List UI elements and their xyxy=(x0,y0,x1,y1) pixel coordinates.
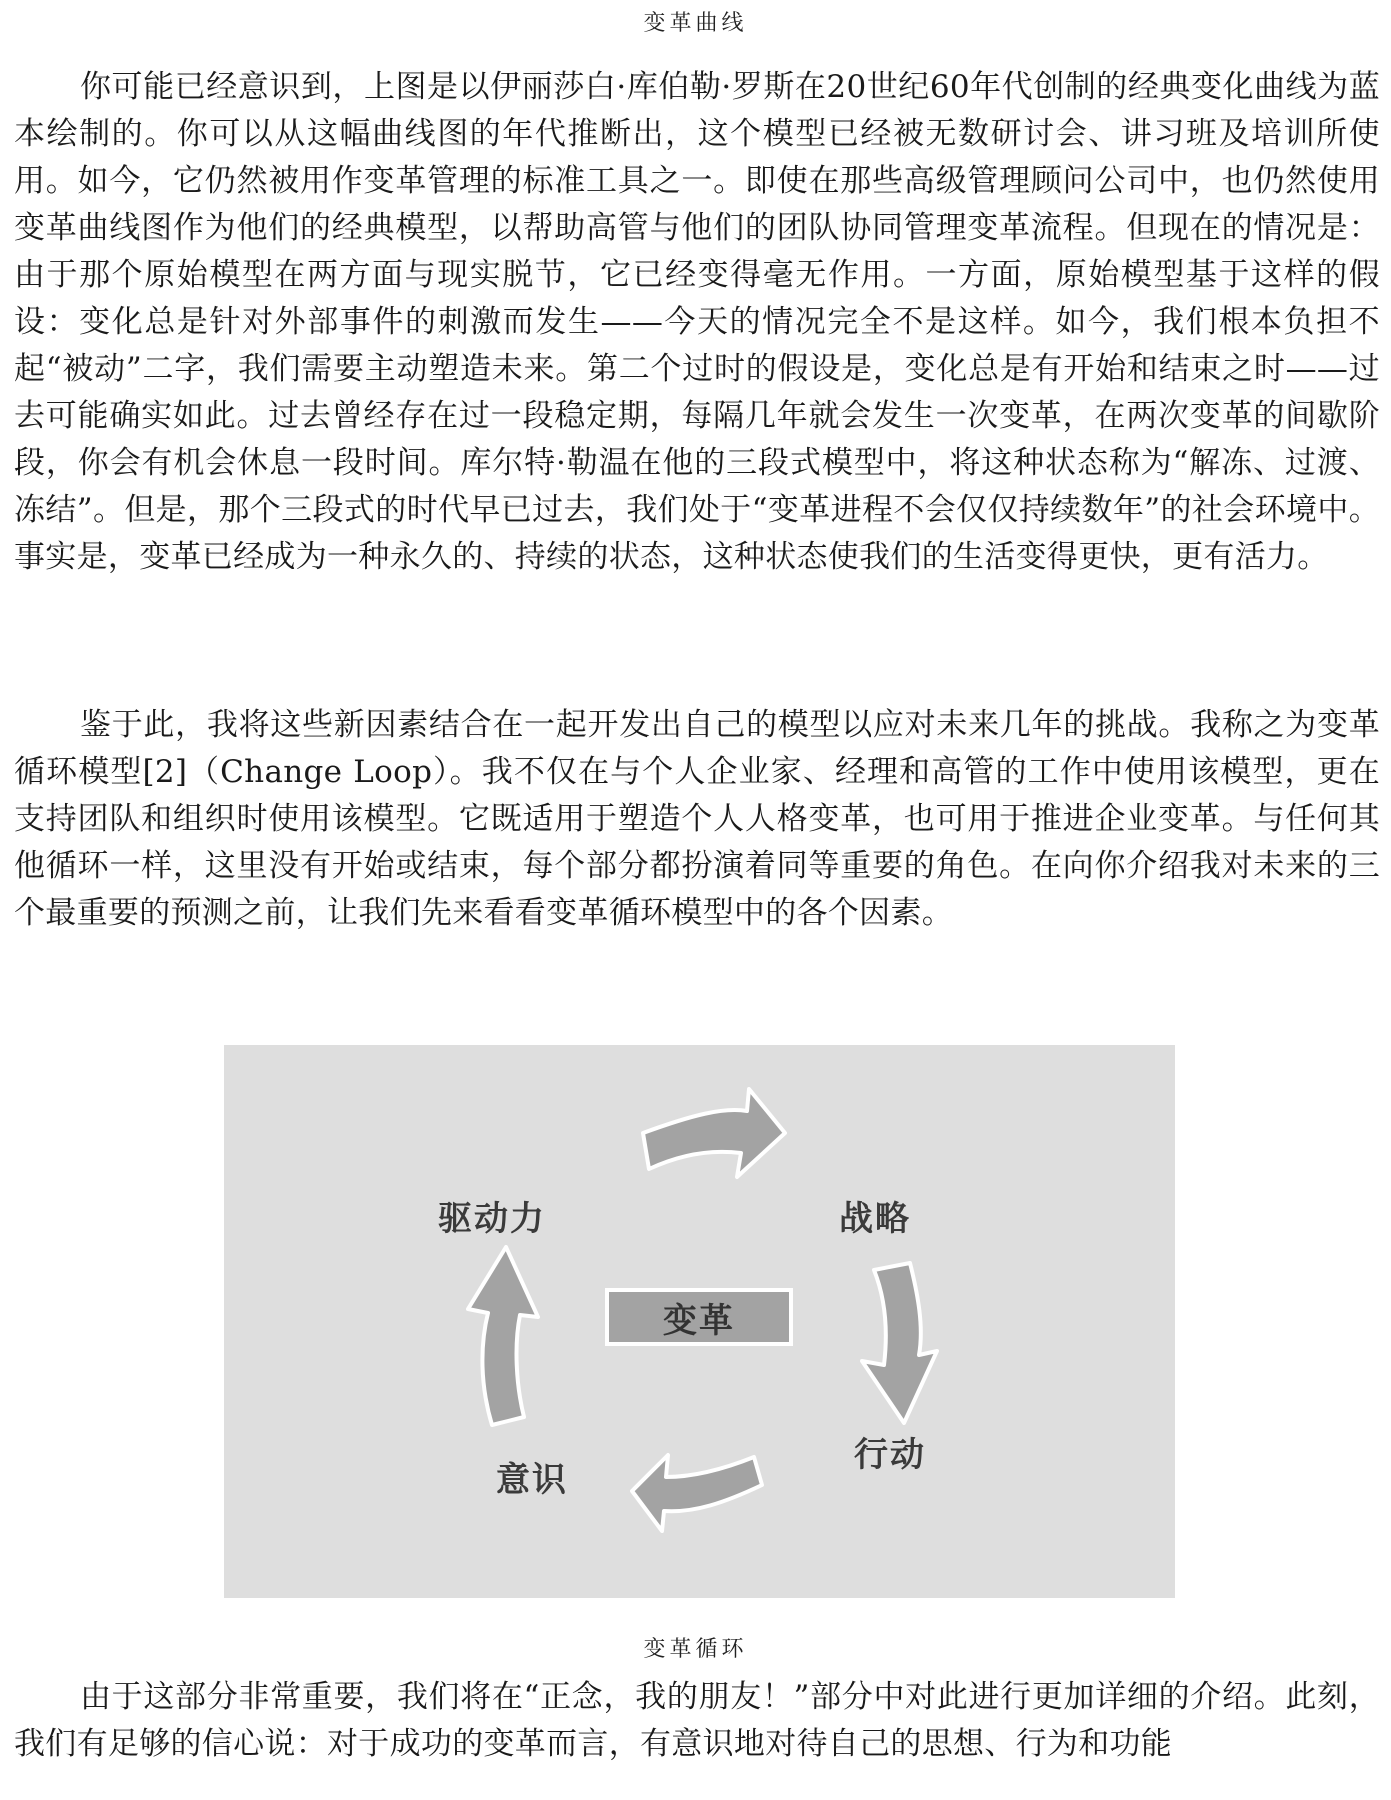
arrow-left-icon xyxy=(468,1247,538,1425)
paragraph-2: 鉴于此，我将这些新因素结合在一起开发出自己的模型以应对未来几年的挑战。我称之为变革循环模型[2]（Change Loop）。我不仅在与个人企业家、经理和高管的工作中使用该模型，更在支持团队和组织时使用该模型。它既适用于塑造个人人格变革，也可用于推进企业变革。与任何其他循环一样，这里没有开始或结束，每个部分都扮演着同等重要的角色。在向你介绍我对未来的三个最重要的预测之前，让我们先来看看变革循环模型中的各个因素。 xyxy=(14,707,1380,931)
center-label: 变革 xyxy=(663,1300,735,1341)
change-loop-figure xyxy=(224,1045,1175,1598)
arrow-right-icon xyxy=(862,1263,937,1423)
section-caption: 变革曲线 xyxy=(643,11,748,36)
arrow-top-icon xyxy=(643,1089,785,1177)
center-box xyxy=(605,1288,793,1346)
node-strategy: 战略 xyxy=(839,1199,911,1239)
paragraph-3: 由于这部分非常重要，我们将在“正念，我的朋友！”部分中对此进行更加详细的介绍。此刻，我们有足够的信心说：对于成功的变革而言，有意识地对待自己的思想、行为和功能 xyxy=(14,1679,1380,1762)
arrow-bottom-icon xyxy=(632,1455,762,1531)
figure-caption: 变革循环 xyxy=(643,1637,748,1662)
paragraph-1: 你可能已经意识到，上图是以伊丽莎白·库伯勒·罗斯在20世纪60年代创制的经典变化曲线为蓝本绘制的。你可以从这幅曲线图的年代推断出，这个模型已经被无数研讨会、讲习班及培训所使用。如今，它仍然被用作变革管理的标准工具之一。即使在那些高级管理顾问公司中，也仍然使用变革曲线图作为他们的经典模型，以帮助高管与他们的团队协同管理变革流程。但现在的情况是：由于那个原始模型在两方面与现实脱节，它已经变得毫无作用。一方面，原始模型基于这样的假设：变化总是针对外部事件的刺激而发生——今天的情况完全不是这样。如今，我们根本负担不起“被动”二字，我们需要主动塑造未来。第二个过时的假设是，变化总是有开始和结束之时——过去可能确实如此。过去曾经存在过一段稳定期，每隔几年就会发生一次变革，在两次变革的间歇阶段，你会有机会休息一段时间。库尔特·勒温在他的三段式模型中，将这种状态称为“解冻、过渡、冻结”。但是，那个三段式的时代早已过去，我们处于“变革进程不会仅仅持续数年”的社会环境中。事实是，变革已经成为一种永久的、持续的状态，这种状态使我们的生活变得更快，更有活力。 xyxy=(14,69,1380,575)
node-awareness: 意识 xyxy=(496,1460,568,1500)
node-driver: 驱动力 xyxy=(438,1199,546,1239)
node-action: 行动 xyxy=(854,1435,926,1475)
